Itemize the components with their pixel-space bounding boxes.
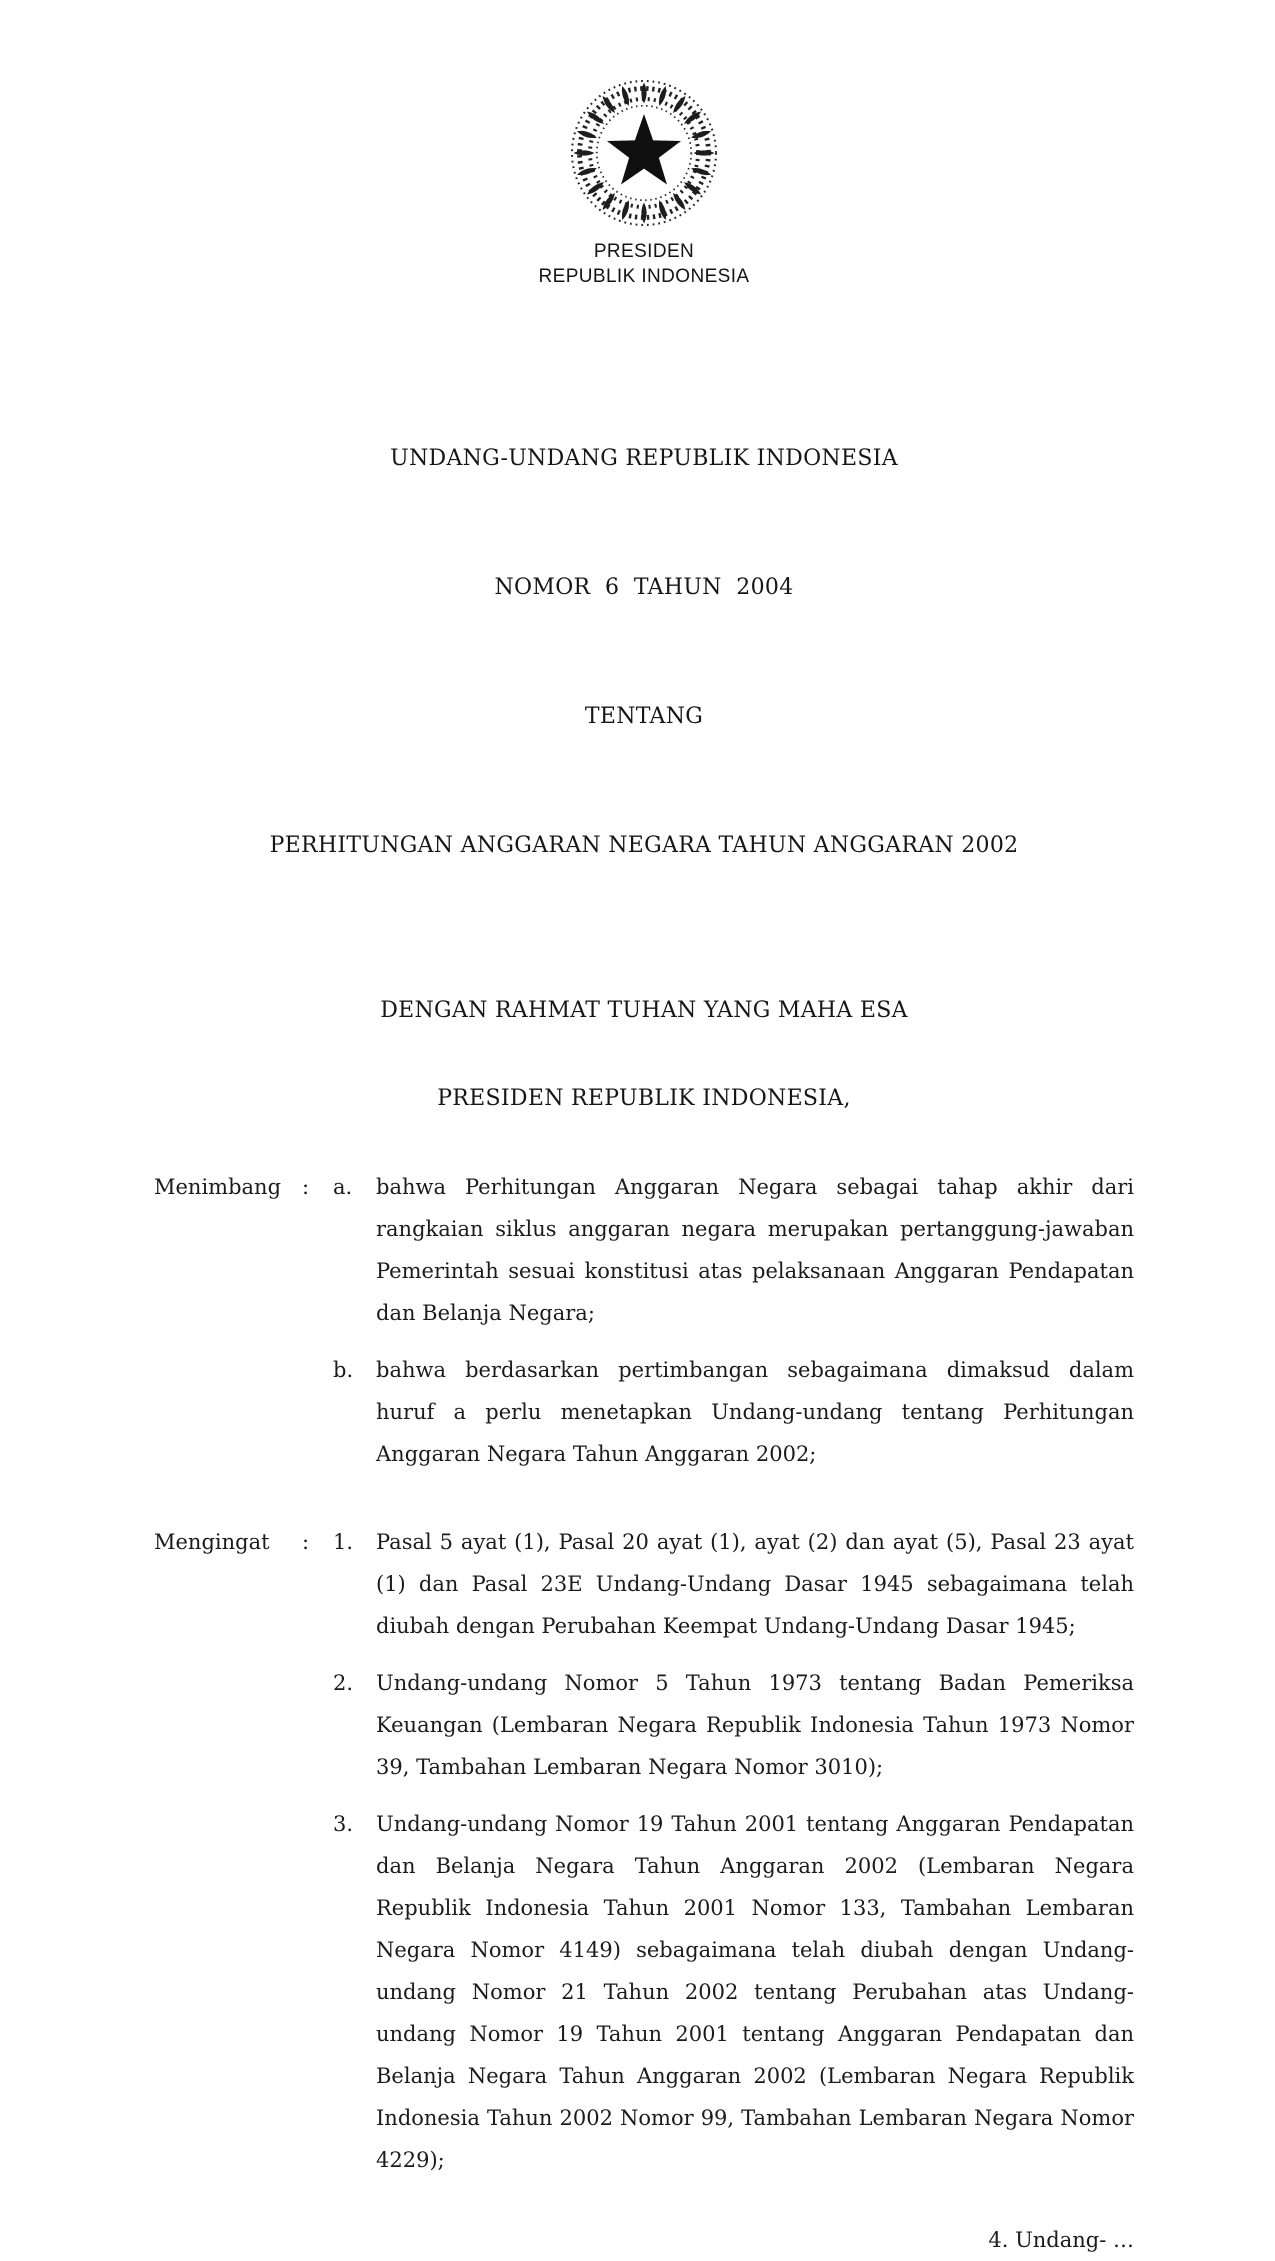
doc-title-line3: TENTANG <box>584 704 704 730</box>
recalling-item-3 <box>333 1803 1134 2181</box>
page-catchword: 4. Undang- … <box>988 2228 1134 2253</box>
agency-name-line1: PRESIDEN <box>593 241 695 262</box>
item-marker: a. <box>333 1175 353 1200</box>
item-marker: b. <box>333 1358 354 1383</box>
item-text: bahwa Perhitungan Anggaran Negara sebagai tahap akhir dari rangkaian siklus anggaran negara merupakan pertanggung-jawaban Pemerintah sesuai konstitusi atas pelaksanaan Anggaran Pendapatan dan Belanja Negara; <box>376 1175 1134 1326</box>
item-text: Undang-undang Nomor 19 Tahun 2001 tentang Anggaran Pendapatan dan Belanja Negara Tahun Anggaran 2002 (Lembaran Negara Republik Indonesia Tahun 2001 Nomor 133, Tambahan Lembaran Negara Nomor 4149) sebagaimana telah diubah dengan Undang-undang Nomor 21 Tahun 2002 tentang Perubahan atas Undang-undang Nomor 19 Tahun 2001 tentang Anggaran Pendapatan dan Belanja Negara Tahun Anggaran 2002 (Lembaran Negara Republik Indonesia Tahun 2002 Nomor 99, Tambahan Lembaran Negara Nomor 4229); <box>376 1812 1134 2173</box>
considering-section <box>154 1166 1134 1475</box>
item-marker: 1. <box>333 1530 354 1555</box>
recalling-section <box>154 1521 1134 2181</box>
item-text: Pasal 5 ayat (1), Pasal 20 ayat (1), ayat (2) dan ayat (5), Pasal 23 ayat (1) dan Pasal 23E Undang-Undang Dasar 1945 sebagaimana telah diubah dengan Perubahan Keempat Undang-Undang Dasar 1945; <box>376 1530 1134 1639</box>
agency-name-line2: REPUBLIK INDONESIA <box>538 265 750 287</box>
considering-label: Menimbang <box>154 1175 282 1200</box>
considering-colon: : <box>302 1175 310 1200</box>
considering-item-b <box>333 1349 1134 1475</box>
presidential-seal-icon <box>569 78 719 228</box>
star-icon <box>607 114 681 185</box>
considering-item-a <box>333 1166 1134 1334</box>
doc-title-line1: UNDANG-UNDANG REPUBLIK INDONESIA <box>390 446 898 472</box>
doc-title-line4: PERHITUNGAN ANGGARAN NEGARA TAHUN ANGGARAN 2002 <box>269 833 1019 859</box>
recalling-item-1 <box>333 1521 1134 1647</box>
recalling-item-2 <box>333 1662 1134 1788</box>
recalling-colon: : <box>302 1530 310 1555</box>
invocation-line: DENGAN RAHMAT TUHAN YANG MAHA ESA <box>380 998 908 1024</box>
agency-name <box>154 240 1134 289</box>
doc-title-line2: NOMOR 6 TAHUN 2004 <box>494 575 794 601</box>
title-block <box>154 351 1134 953</box>
item-text: Undang-undang Nomor 5 Tahun 1973 tentang Badan Pemeriksa Keuangan (Lembaran Negara Republik Indonesia Tahun 1973 Nomor 39, Tambahan Lembaran Negara Nomor 3010); <box>376 1671 1134 1780</box>
letterhead <box>154 78 1134 289</box>
item-marker: 3. <box>333 1812 354 1837</box>
issuer-line: PRESIDEN REPUBLIK INDONESIA, <box>437 1086 851 1112</box>
item-marker: 2. <box>333 1671 354 1696</box>
item-text: bahwa berdasarkan pertimbangan sebagaimana dimaksud dalam huruf a perlu menetapkan Undang-undang tentang Perhitungan Anggaran Negara Tahun Anggaran 2002; <box>376 1358 1134 1467</box>
recalling-label: Mengingat <box>154 1530 270 1555</box>
